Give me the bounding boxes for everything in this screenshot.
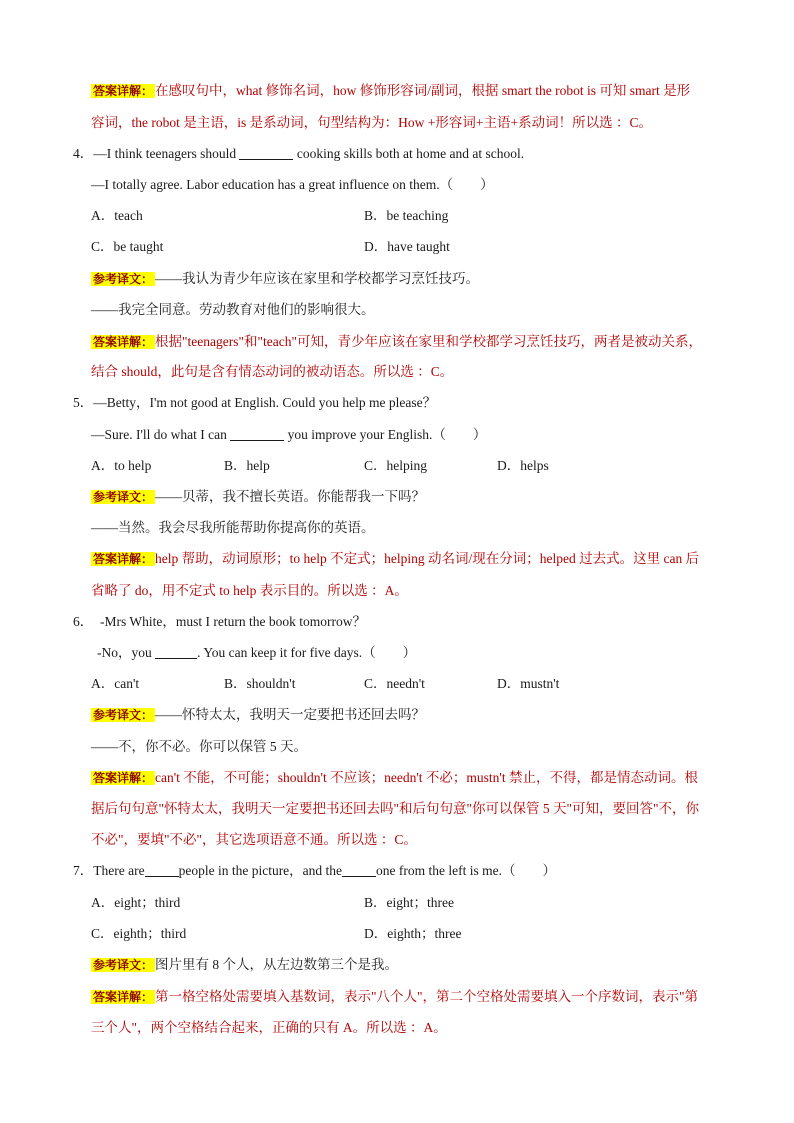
q3-explain-line2: 容词，the robot 是主语，is 是系动词，句型结构为：How +形容词+主语+系动词！所以选 ：C。 bbox=[91, 115, 652, 130]
q4-option-d: D．have taught bbox=[364, 239, 450, 254]
q6-translation-line2: ——不，你不必。你可以保管 5 天。 bbox=[91, 739, 307, 754]
q3-explain-line1: 答案详解： 在感叹句中，what 修饰名词，how 修饰形容词/副词，根据 smart the robot is 可知 smart 是形 bbox=[93, 83, 691, 98]
q6-stem-line2: -No，you . You can keep it for five days.（ ） bbox=[97, 645, 417, 660]
q5-explain-line2: 省略了 do，用不定式 to help 表示目的。所以选 ：A。 bbox=[91, 583, 408, 598]
q5-translation-line2: ——当然。我会尽我所能帮助你提高你的英语。 bbox=[91, 520, 375, 535]
q4-explain-line1: 答案详解： 根据"teenagers"和"teach"可知，青少年应该在家里和学校都学习烹饪技巧，两者是被动关系， bbox=[93, 334, 703, 349]
q4-option-a: A．teach bbox=[91, 208, 143, 223]
q6-option-d: D．mustn't bbox=[497, 676, 560, 691]
q5-explain-line1: 答案详解： help 帮助，动词原形；to help 不定式；helping 动名词/现在分词；helped 过去式。这里 can 后 bbox=[93, 551, 700, 566]
q5-translation-line1: 参考译文： ——贝蒂，我不擅长英语。你能帮我一下吗？ bbox=[93, 489, 426, 504]
q7-explain-line1: 答案详解： 第一格空格处需要填入基数词，表示"八个人"，第二个空格处需要填入一个序数词，表示"第 bbox=[93, 989, 699, 1004]
translation-label: 参考译文： bbox=[93, 958, 154, 972]
q7-option-d: D．eighth；three bbox=[364, 926, 462, 941]
q7-option-a: A．eight；third bbox=[91, 895, 181, 910]
q5-option-a: A．to help bbox=[91, 458, 152, 473]
answer-explain-label: 答案详解： bbox=[93, 552, 154, 566]
q6-option-c: C．needn't bbox=[364, 676, 425, 691]
q6-translation-line1: 参考译文： ——怀特太太，我明天一定要把书还回去吗？ bbox=[93, 707, 426, 722]
translation-label: 参考译文： bbox=[93, 708, 154, 722]
q4-translation-line2: ——我完全同意。劳动教育对他们的影响很大。 bbox=[91, 302, 375, 317]
q5-option-d: D．helps bbox=[497, 458, 549, 473]
answer-blank bbox=[230, 426, 284, 441]
q6-explain-line3: 不必"，要填"不必"，其它选项语意不通。所以选 ：C。 bbox=[91, 832, 417, 847]
translation-label: 参考译文： bbox=[93, 272, 154, 286]
q6-option-a: A．can't bbox=[91, 676, 140, 691]
answer-explain-label: 答案详解： bbox=[93, 84, 154, 98]
q4-option-c: C．be taught bbox=[91, 239, 164, 254]
answer-explain-label: 答案详解： bbox=[93, 335, 154, 349]
q4-stem-line2: —I totally agree. Labor education has a great influence on them.（ ） bbox=[91, 177, 494, 192]
translation-label: 参考译文： bbox=[93, 490, 154, 504]
q6-option-b: B．shouldn't bbox=[224, 676, 296, 691]
q5-stem-line1: 5．—Betty，I'm not good at English. Could you help me please？ bbox=[73, 395, 437, 410]
q5-stem-line2: —Sure. I'll do what I can you improve your English.（ ） bbox=[91, 427, 487, 442]
q4-option-b: B．be teaching bbox=[364, 208, 449, 223]
answer-explain-label: 答案详解： bbox=[93, 990, 154, 1004]
answer-blank bbox=[155, 644, 197, 659]
q6-explain-line2: 据后句句意"怀特太太，我明天一定要把书还回去吗"和后句句意"你可以保管 5 天"可知，要回答"不，你 bbox=[91, 801, 700, 816]
q7-explain-line2: 三个人"，两个空格结合起来，正确的只有 A。所以选 ：A。 bbox=[91, 1020, 447, 1035]
answer-blank bbox=[342, 862, 376, 877]
answer-blank bbox=[239, 145, 293, 160]
q6-stem-line1: 6． -Mrs White，must I return the book tomorrow？ bbox=[73, 614, 366, 629]
q5-option-c: C．helping bbox=[364, 458, 427, 473]
q7-option-b: B．eight；three bbox=[364, 895, 454, 910]
q5-option-b: B．help bbox=[224, 458, 270, 473]
answer-blank bbox=[145, 862, 179, 877]
q4-stem-line1: 4．—I think teenagers should cooking skills both at home and at school. bbox=[73, 146, 525, 161]
q4-explain-line2: 结合 should，此句是含有情态动词的被动语态。所以选 ：C。 bbox=[91, 364, 454, 379]
q7-option-c: C．eighth；third bbox=[91, 926, 187, 941]
q4-translation-line1: 参考译文： ——我认为青少年应该在家里和学校都学习烹饪技巧。 bbox=[93, 271, 480, 286]
q7-stem-line1: 7．There are people in the picture，and the one from the left is me.（ ） bbox=[73, 863, 557, 878]
answer-explain-label: 答案详解： bbox=[93, 771, 154, 785]
q7-translation-line1: 参考译文： 图片里有 8 个人，从左边数第三个是我。 bbox=[93, 957, 399, 972]
q6-explain-line1: 答案详解： can't 不能，不可能；shouldn't 不应该；needn't 不必；mustn't 禁止，不得，都是情态动词。根 bbox=[93, 770, 698, 785]
